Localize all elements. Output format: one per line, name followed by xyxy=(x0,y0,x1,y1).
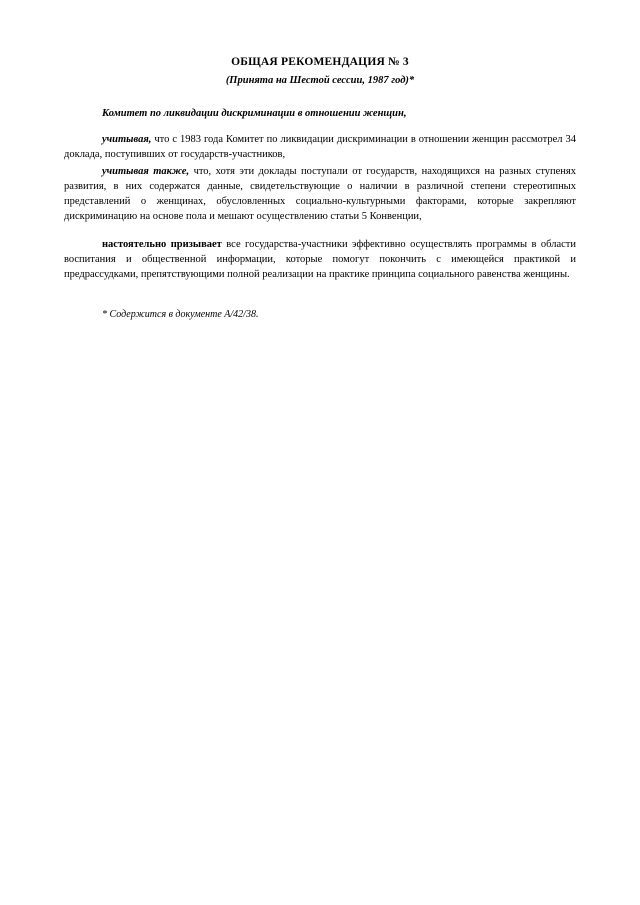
paragraph-2 xyxy=(64,165,576,225)
paragraph-1-keyword: учитывая, xyxy=(102,134,152,145)
paragraph-1-text: что с 1983 года Комитет по ликвидации дискриминации в отношении женщин рассмотрел 34 доклада, поступивших от государств-участников, xyxy=(64,134,576,160)
paragraph-2-keyword: учитывая также, xyxy=(102,165,190,177)
paragraph-3-text: все государства-участники эффективно осуществлять программы в области воспитания и общественной информации, которые помогут покончить с имеющейся практикой и предрассудками, препятствующими полной реализации на практике принципа социального равенства женщины. xyxy=(64,239,576,281)
paragraph-2-text: что, хотя эти доклады поступали от государств, находящихся на разных ступенях развития, в них содержатся данные, свидетельствующие о наличии в различной степени стереотипных представлений о женщинах, обусловленных социально-культурными факторами, которые закрепляют дискриминацию на основе пола и мешают осуществлению статьи 5 Конвенции, xyxy=(64,165,576,222)
page-title: ОБЩАЯ РЕКОМЕНДАЦИЯ № 3 xyxy=(231,56,409,68)
footnote: * Содержится в документе A/42/38. xyxy=(102,309,259,321)
page-subtitle: (Принята на Шестой сессии, 1987 год)* xyxy=(225,75,415,86)
paragraph-1 xyxy=(64,133,576,163)
paragraph-3 xyxy=(64,238,576,283)
paragraph-3-keyword: настоятельно призывает xyxy=(102,239,222,251)
committee-lead-line: Комитет по ликвидации дискриминации в отношении женщин, xyxy=(102,108,407,119)
